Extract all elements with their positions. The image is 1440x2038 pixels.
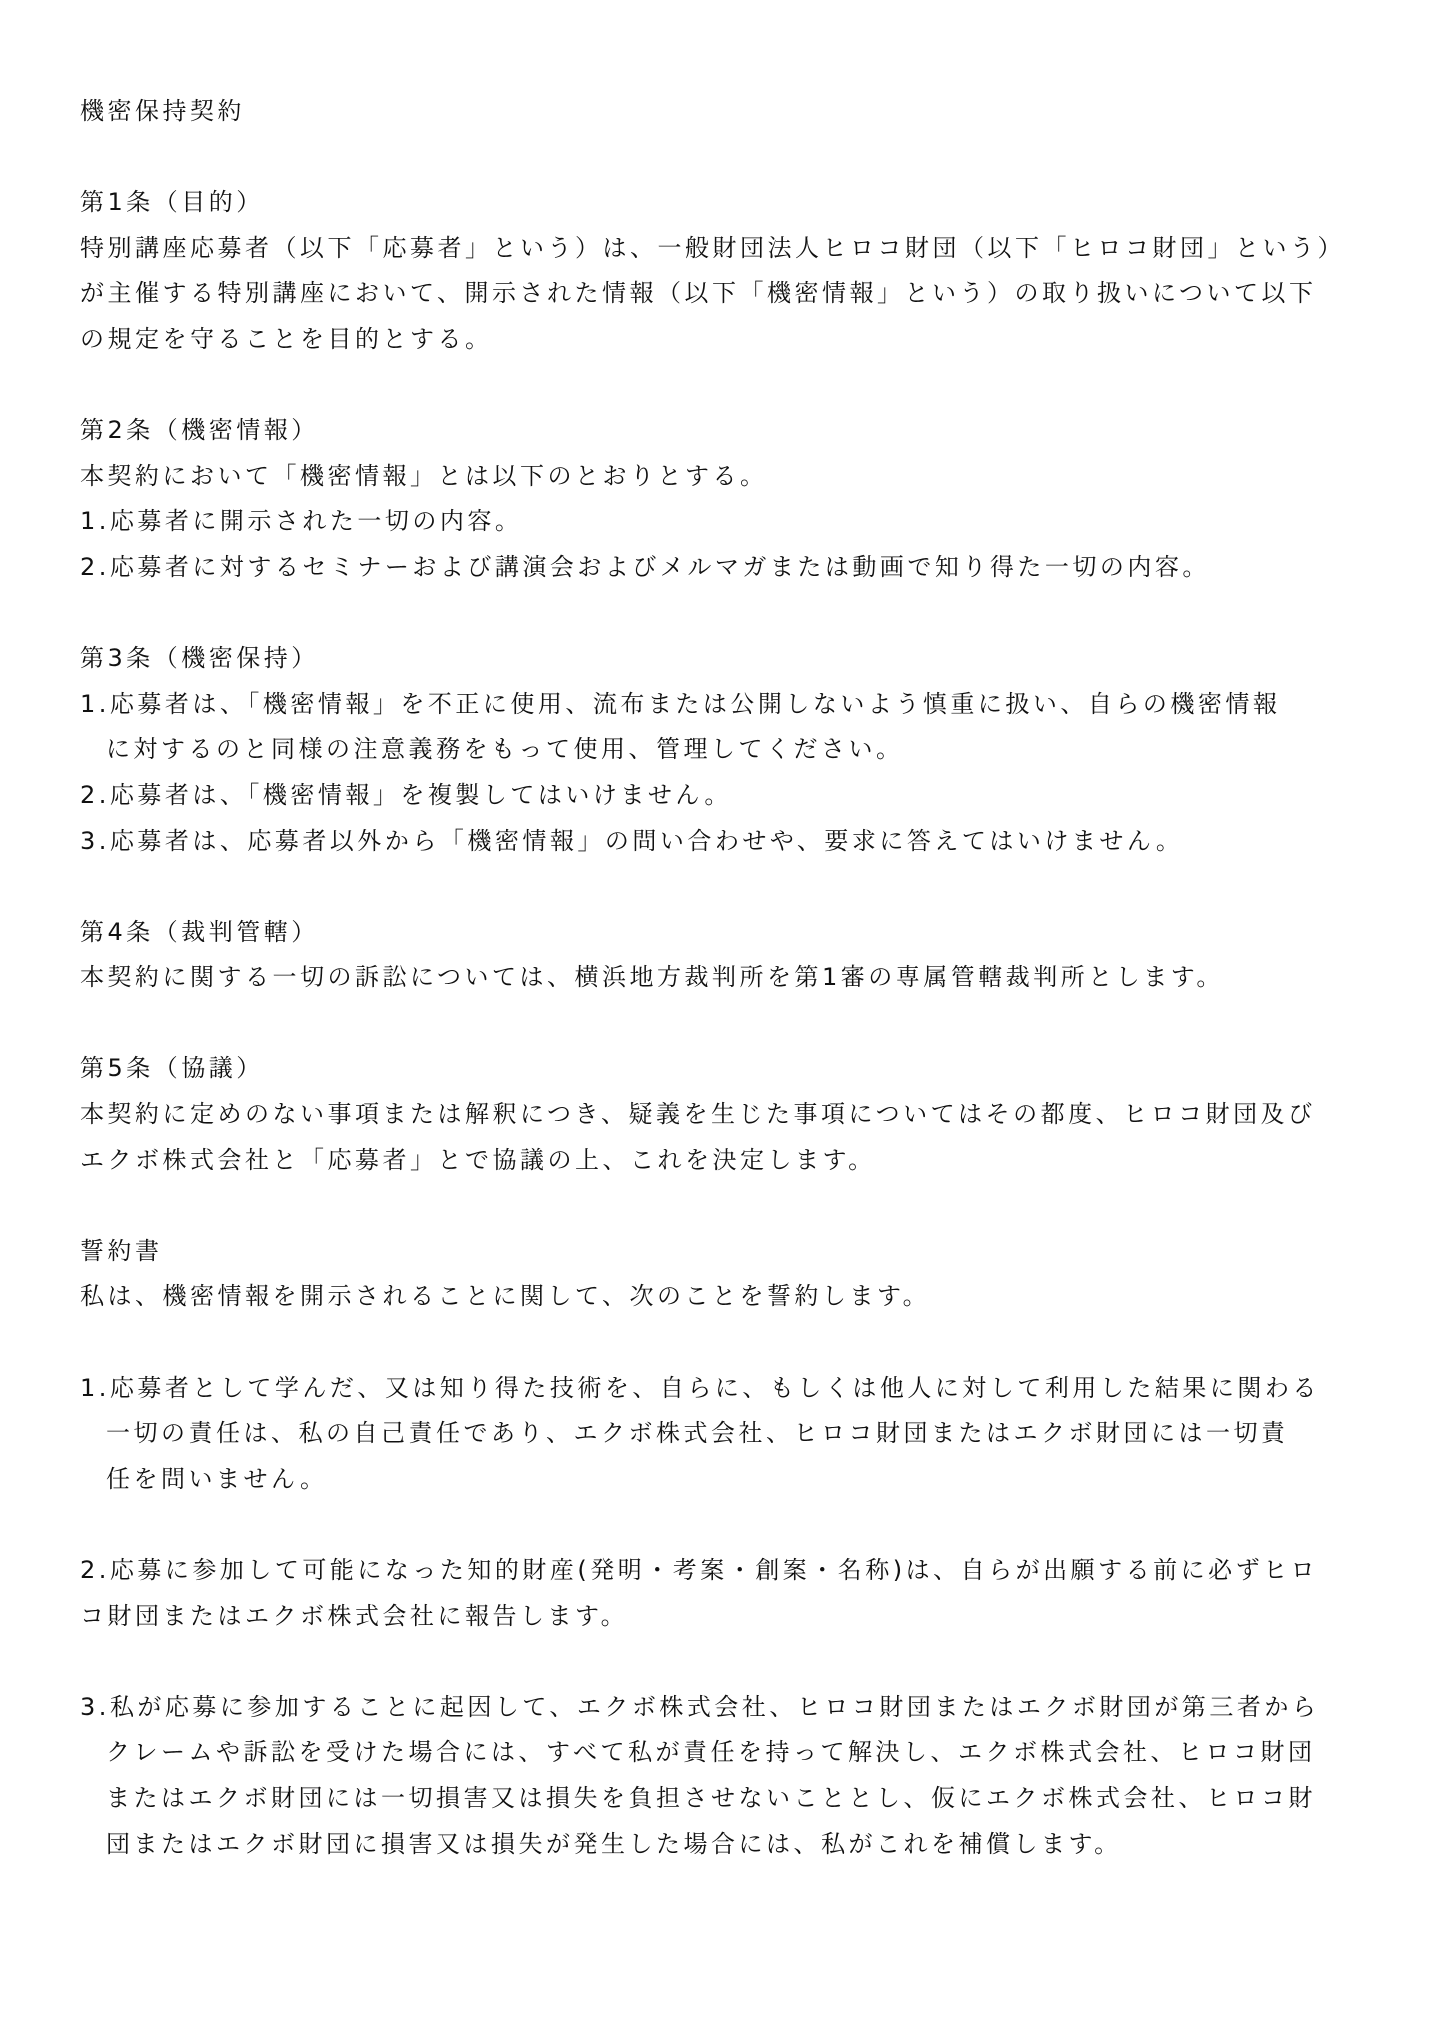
article-2-line: 2.応募者に対するセミナーおよび講演会およびメルマガまたは動画で知り得た一切の内容。 — [80, 552, 1210, 581]
article-4-line: 本契約に関する一切の訴訟については、横浜地方裁判所を第1審の専属管轄裁判所とします。 — [80, 963, 1224, 992]
article-1 — [80, 180, 1370, 362]
article-5 — [80, 1046, 1370, 1183]
article-2 — [80, 408, 1370, 590]
pledge-item-3-line: 団またはエクボ財団に損害又は損失が発生した場合には、私がこれを補償します。 — [106, 1829, 1122, 1858]
pledge-item-2-line: コ財団またはエクボ株式会社に報告します。 — [80, 1601, 629, 1630]
article-1-line: 第1条（目的） — [80, 188, 264, 217]
pledge-item-1-line: 一切の責任は、私の自己責任であり、エクボ株式会社、ヒロコ財団またはエクボ財団には一切責 — [106, 1419, 1289, 1448]
document-title-line: 機密保持契約 — [80, 97, 245, 125]
document-title — [80, 89, 1370, 135]
article-5-line: 本契約に定めのない事項または解釈につき、疑義を生じた事項についてはその都度、ヒロコ財団及び — [80, 1100, 1316, 1129]
pledge-heading-line: 私は、機密情報を開示されることに関して、次のことを誓約します。 — [80, 1282, 931, 1311]
pledge-item-2-line: 2.応募に参加して可能になった知的財産(発明・考案・創案・名称)は、自らが出願する前に必ずヒロ — [80, 1556, 1319, 1584]
pledge-item-3-line: クレームや訴訟を受けた場合には、すべて私が責任を持って解決し、エクボ株式会社、ヒロコ財団 — [106, 1738, 1316, 1767]
pledge-item-1 — [80, 1366, 1370, 1503]
article-1-line: 特別講座応募者（以下「応募者」という）は、一般財団法人ヒロコ財団（以下「ヒロコ財団」という） — [80, 233, 1345, 262]
article-3-line: 2.応募者は、「機密情報」を複製してはいけません。 — [80, 780, 732, 809]
article-4-line: 第4条（裁判管轄） — [80, 917, 319, 946]
pledge-item-1-line: 任を問いません。 — [106, 1464, 328, 1493]
pledge-heading-line: 誓約書 — [80, 1236, 163, 1265]
pledge-item-3 — [80, 1685, 1370, 1867]
article-4 — [80, 910, 1370, 1001]
article-2-line: 1.応募者に開示された一切の内容。 — [80, 507, 523, 536]
article-1-line: が主催する特別講座において、開示された情報（以下「機密情報」という）の取り扱いについて以下 — [80, 279, 1317, 308]
article-3-line: 1.応募者は、「機密情報」を不正に使用、流布または公開しないよう慎重に扱い、自らの機密情報 — [80, 689, 1281, 718]
article-3-line: 3.応募者は、応募者以外から「機密情報」の問い合わせや、要求に答えてはいけません。 — [80, 826, 1184, 855]
article-3-line: に対するのと同様の注意義務をもって使用、管理してください。 — [106, 735, 904, 764]
pledge-item-1-line: 1.応募者として学んだ、又は知り得た技術を、自らに、もしくは他人に対して利用した結果に関わる — [80, 1373, 1320, 1402]
pledge-item-3-line: またはエクボ財団には一切損害又は損失を負担させないこととし、仮にエクボ株式会社、ヒロコ財 — [106, 1783, 1316, 1812]
article-2-line: 本契約において「機密情報」とは以下のとおりとする。 — [80, 461, 768, 490]
article-2-line: 第2条（機密情報） — [80, 416, 319, 445]
article-3-line: 第3条（機密保持） — [80, 644, 319, 673]
article-1-line: の規定を守ることを目的とする。 — [80, 324, 493, 353]
article-5-line: 第5条（協議） — [80, 1054, 264, 1083]
pledge-item-2 — [80, 1548, 1370, 1639]
pledge-item-3-line: 3.私が応募に参加することに起因して、エクボ株式会社、ヒロコ財団またはエクボ財団が第三者から — [80, 1692, 1320, 1721]
article-5-line: エクボ株式会社と「応募者」とで協議の上、これを決定します。 — [80, 1145, 876, 1174]
pledge-heading — [80, 1229, 1370, 1320]
document-body — [80, 89, 1370, 1867]
article-3 — [80, 636, 1370, 864]
